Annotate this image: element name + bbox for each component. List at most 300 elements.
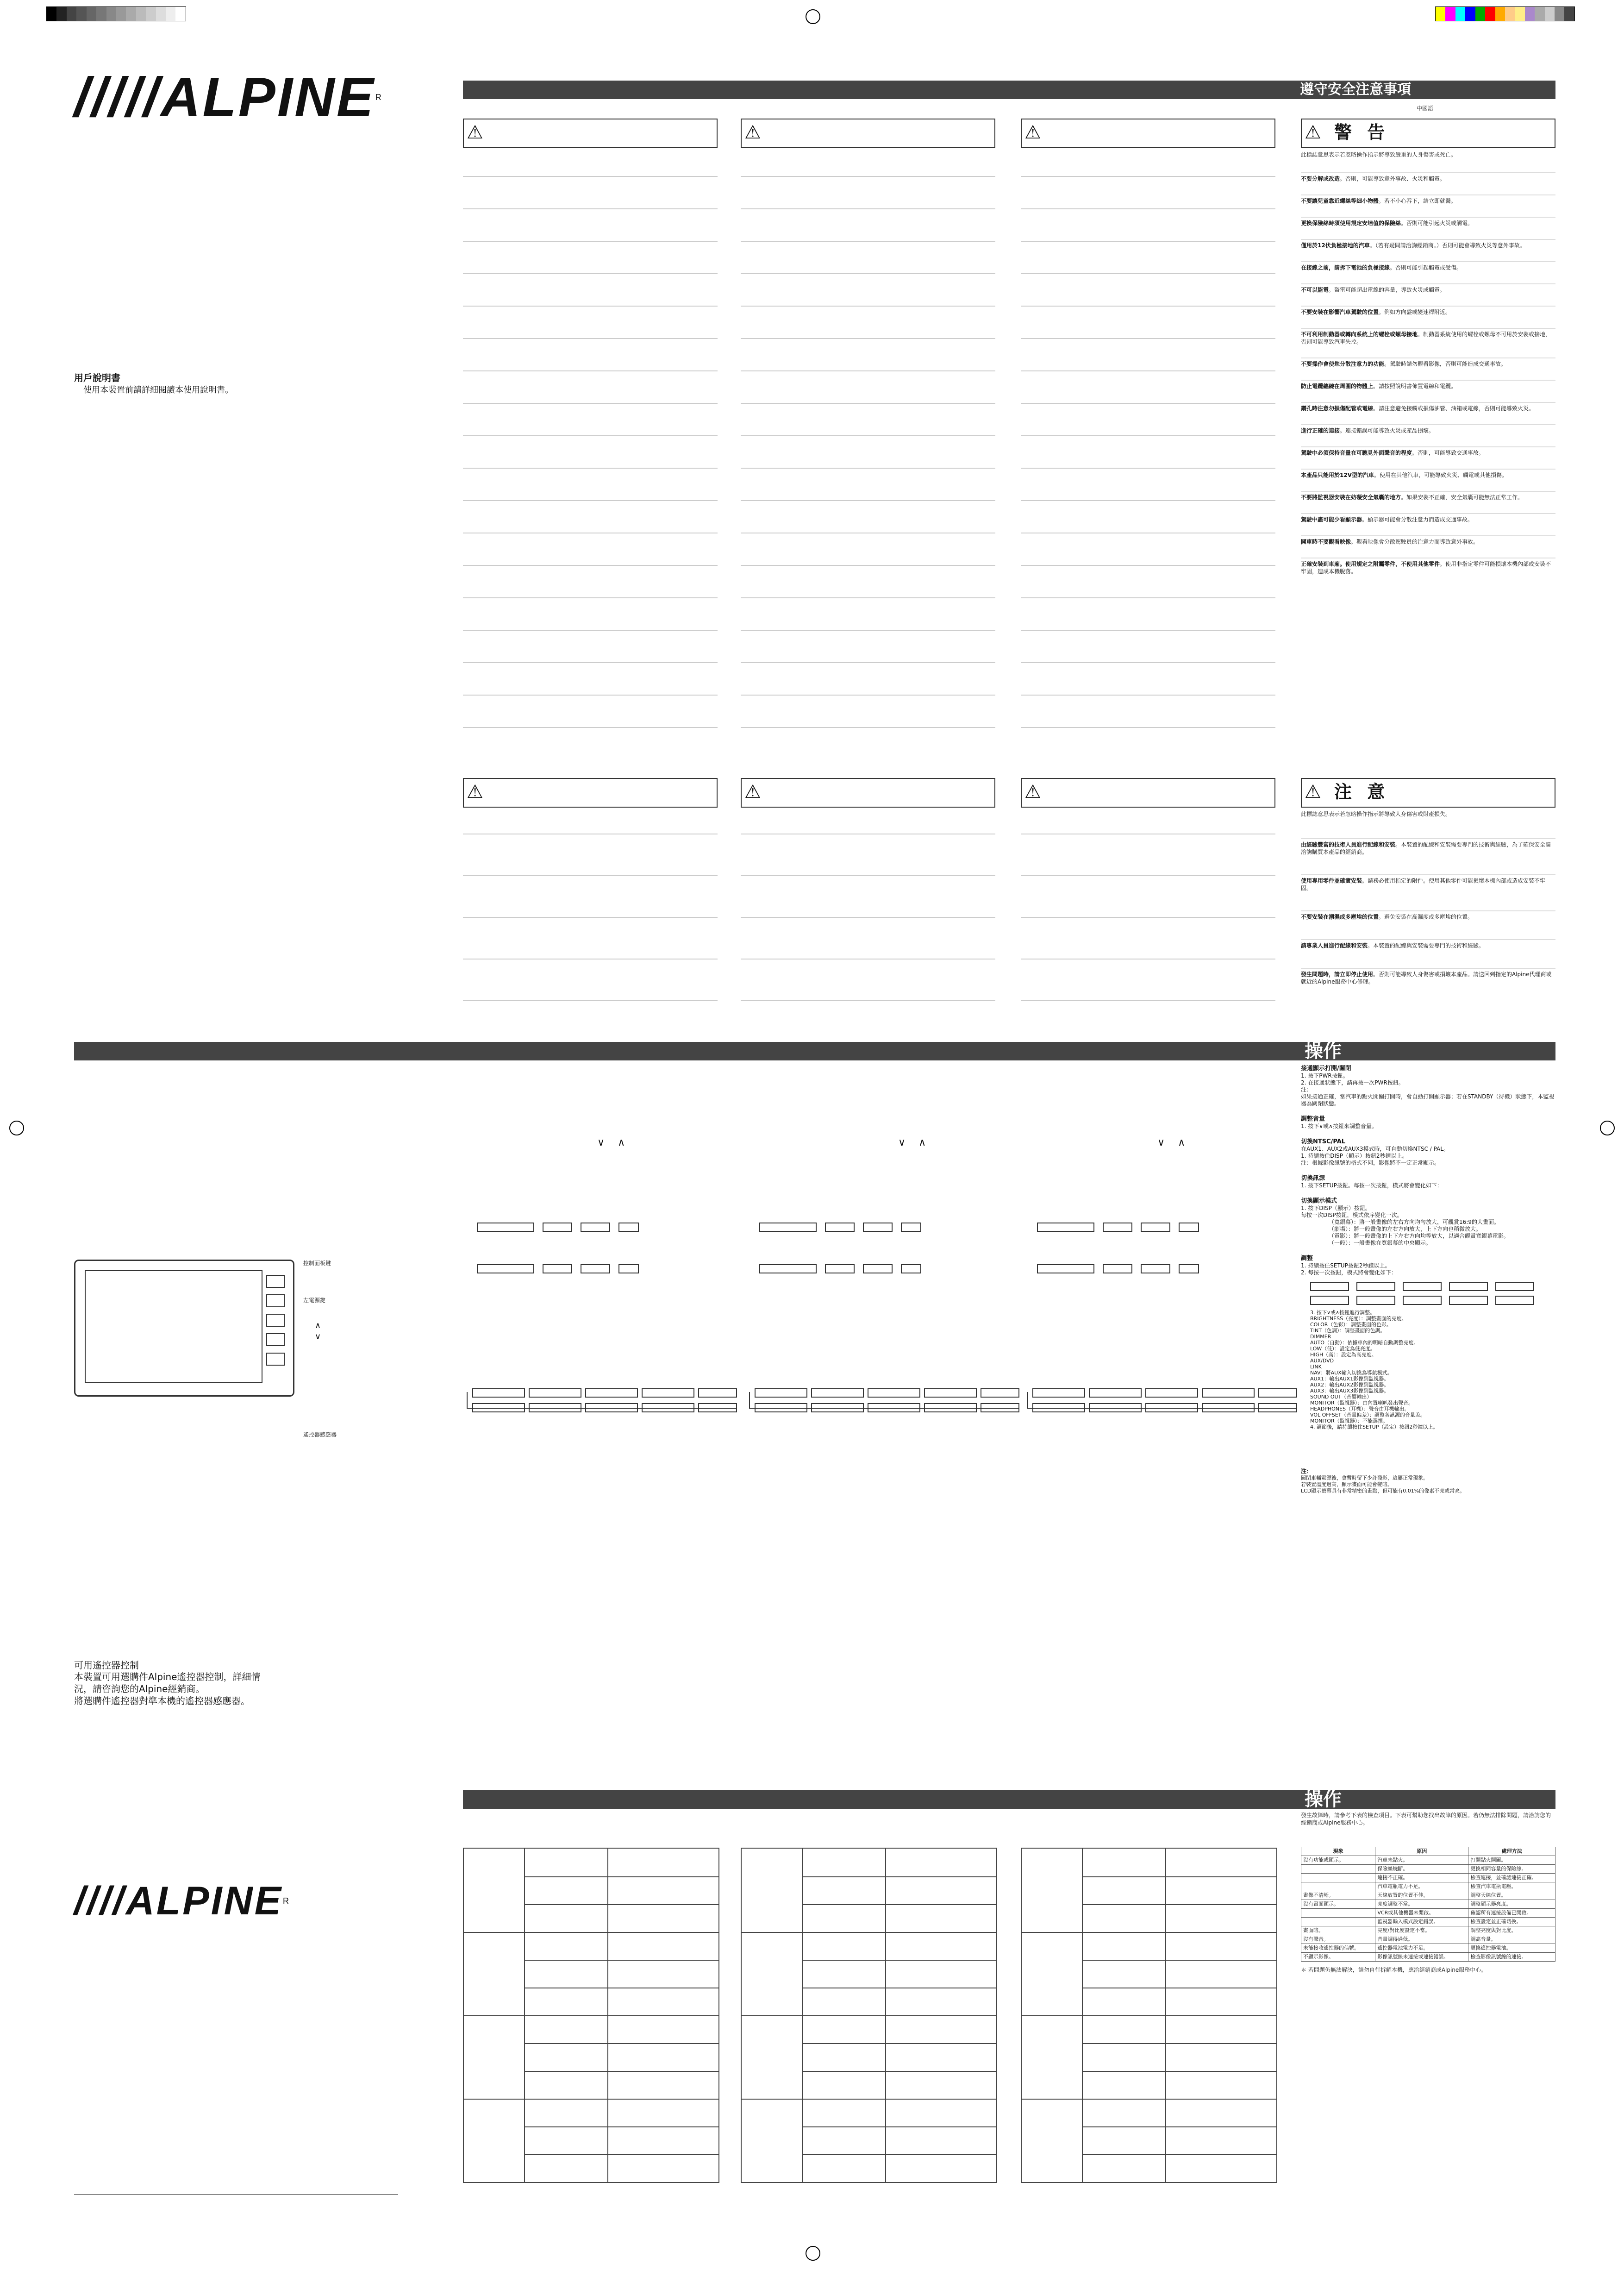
table-grid — [463, 1848, 719, 2183]
warning-box-col1 — [463, 119, 718, 148]
warning-item — [1301, 535, 1555, 546]
table-row — [1301, 1882, 1555, 1891]
table-cell: 天線放置的位置不佳。 — [1375, 1891, 1468, 1900]
notes-title: 注： — [1301, 1468, 1312, 1474]
rule — [1021, 241, 1275, 242]
warning-item-bold: 不要將監視器安裝在妨礙安全氣囊的地方 — [1301, 494, 1401, 501]
alpine-logo — [74, 66, 383, 128]
warning-item — [1301, 357, 1555, 368]
table-cell — [1301, 1865, 1375, 1874]
warning-item-text: 。（若有疑問請洽詢經銷商。）否則可能會導致火災等意外事故。 — [1369, 242, 1525, 249]
table-header-cell: 原因 — [1375, 1847, 1468, 1856]
table-grid-row — [464, 2015, 718, 2016]
caution-item-bold: 發生問題時，請立即停止使用 — [1301, 971, 1374, 978]
warning-item — [1301, 239, 1555, 249]
warning-item-bold: 不要安裝在影響汽車駕駛的位置 — [1301, 309, 1379, 315]
up-button[interactable] — [266, 1314, 285, 1327]
rule — [463, 727, 718, 728]
flow-box — [759, 1223, 817, 1232]
troubleshoot-table — [1301, 1847, 1555, 1962]
notes-block — [1301, 1467, 1555, 1494]
flow-box — [759, 1264, 817, 1273]
flow-box — [1449, 1282, 1488, 1291]
flow-box — [1495, 1296, 1534, 1305]
warning-item-bold: 駕駛中必須保持音量在可聽見外面聲音的程度 — [1301, 450, 1412, 456]
display-button[interactable] — [266, 1353, 285, 1366]
warning-item-bold: 僅用於12伏負極接地的汽車 — [1301, 242, 1370, 249]
rule — [1021, 917, 1275, 918]
operation-item-line: 注： — [1301, 1086, 1312, 1093]
color-swatch — [1555, 7, 1564, 21]
table-grid-row — [1082, 2043, 1276, 2044]
flow-box — [543, 1223, 572, 1232]
warning-item-bold: 不要操作會使您分散注意力的功能 — [1301, 361, 1385, 367]
caution-triangle-icon: ⚠ — [1024, 781, 1041, 803]
caution-triangle-icon: ⚠ — [744, 781, 761, 803]
logo-text: ALPINE — [160, 66, 375, 128]
display-mode-line: （電影）：將一般畫像的上下左右方向均等放大，以適合觀賞寬銀幕電影。 — [1329, 1233, 1510, 1239]
rule — [463, 565, 718, 566]
rule — [741, 403, 995, 404]
monitor-illustration — [74, 1260, 294, 1397]
warning-item — [1301, 172, 1555, 182]
warning-item-bold: 駕駛中盡可能少看顯示器 — [1301, 516, 1362, 523]
rule — [463, 1000, 718, 1001]
operation-item-title: 切換顯示模式 — [1301, 1198, 1337, 1204]
table-grid-row — [524, 2126, 718, 2127]
color-swatch — [126, 7, 136, 21]
color-swatch — [156, 7, 166, 21]
table-grid-row — [464, 1932, 718, 1933]
caution-item — [1301, 874, 1555, 892]
caution-item-text: 。請務必使用指定的附件。使用其他零件可能損壞本機內部或造成安裝不牢固。 — [1301, 878, 1546, 891]
warning-item — [1301, 446, 1555, 457]
color-swatch — [1475, 7, 1485, 21]
table-grid-row — [524, 2154, 718, 2155]
flow-box — [581, 1264, 610, 1273]
table-cell — [1301, 1882, 1375, 1891]
warning-item-bold: 不可利用制動器或轉向系統上的螺栓或螺母接地 — [1301, 331, 1418, 338]
bottom-rule — [74, 2194, 398, 2195]
warning-item-text: 。制動器系統使用的螺栓或螺母不可用於安裝或接地，否則可能導致汽車失控。 — [1301, 331, 1551, 345]
rule — [741, 695, 995, 696]
table-cell: 檢查影像訊號線的連接。 — [1468, 1953, 1555, 1962]
warning-item-text: 。否則可能引起觸電或受傷。 — [1390, 264, 1462, 271]
manual-title: 用戶說明書 — [74, 372, 120, 383]
table-row — [1301, 1935, 1555, 1944]
flow-box — [1495, 1282, 1534, 1291]
table-grid-row — [802, 1960, 996, 1961]
adjust-line: HIGH（高）：設定為高亮度。 — [1310, 1352, 1377, 1358]
warning-item — [1301, 380, 1555, 390]
flow-box — [1141, 1223, 1170, 1232]
table-header-cell: 處理方法 — [1468, 1847, 1555, 1856]
registration-mark-left — [9, 1121, 24, 1135]
warning-item — [1301, 328, 1555, 345]
table-cell: VCR或其他機器未開啟。 — [1375, 1909, 1468, 1918]
flow-box — [1141, 1264, 1170, 1273]
flow-box — [1037, 1223, 1094, 1232]
rule — [741, 875, 995, 876]
flow-box — [477, 1223, 534, 1232]
caution-item-bold: 請專業人員進行配線和安裝 — [1301, 942, 1368, 949]
rule — [1021, 597, 1275, 598]
rule — [1021, 435, 1275, 436]
table-cell: 檢查連接，並確認連接正確。 — [1468, 1874, 1555, 1882]
warning-item — [1301, 261, 1555, 271]
adjust-line: 4. 調節後，請持續按住SETUP（設定）按鈕2秒鐘以上。 — [1310, 1424, 1438, 1430]
warning-box — [1301, 119, 1555, 148]
adjust-line: SOUND OUT（音響輸出） — [1310, 1394, 1372, 1400]
table-grid-row — [802, 2126, 996, 2127]
caution-box — [1301, 778, 1555, 808]
operation-item-line: 注：根據影像訊號的格式不同，影像將不一定正常顯示。 — [1301, 1160, 1440, 1166]
color-swatch — [116, 7, 126, 21]
troubleshoot-header-text: 操作 — [1305, 1789, 1342, 1810]
display-mode-line: （劇場）：將一般畫像的左右方向放大，上下方向也稍微放大。 — [1329, 1226, 1482, 1232]
table-cell: 沒有畫面顯示。 — [1301, 1900, 1375, 1909]
table-row — [1301, 1909, 1555, 1918]
operation-header-text: 操作 — [1305, 1041, 1342, 1062]
operation-item-line: 1. 按下PWR按鈕。 — [1301, 1072, 1349, 1079]
adjust-line: LINK — [1310, 1364, 1322, 1370]
caution-title: 注 意 — [1334, 782, 1390, 802]
troubleshoot-footnote: ＊ 若問題仍無法解決，請勿自行拆解本機，應洽經銷商或Alpine服務中心。 — [1301, 1967, 1487, 1973]
flow-loop — [749, 1392, 1018, 1409]
adjust-line: HEADPHONES（耳機）：聲音由耳機輸出。 — [1310, 1406, 1410, 1412]
table-cell: 遙控器電池電力不足。 — [1375, 1944, 1468, 1953]
table-cell: 連接不正確。 — [1375, 1874, 1468, 1882]
caution-intro: 此標誌意思表示若忽略操作指示將導致人身傷害或財產損失。 — [1301, 811, 1451, 817]
caution-item-text: 。否則可能導致人身傷害或損壞本產品。請送回到指定的Alpine代理商或就近的Alpine服務中心修理。 — [1301, 971, 1552, 985]
color-swatch — [1495, 7, 1505, 21]
table-cell: 汽車電瓶電力不足。 — [1375, 1882, 1468, 1891]
warning-item-bold: 鑽孔時注意勿損傷配管或電線 — [1301, 405, 1374, 412]
power-button[interactable] — [266, 1275, 285, 1288]
rule — [1021, 695, 1275, 696]
adjust-line: LOW（低）：設定為低亮度。 — [1310, 1346, 1375, 1352]
rule — [463, 917, 718, 918]
table-cell — [1301, 1918, 1375, 1926]
table-grid-row — [1082, 1960, 1276, 1961]
flow-box — [1356, 1296, 1395, 1305]
monitor-button-column — [266, 1275, 285, 1381]
rule — [463, 875, 718, 876]
warning-item-bold: 更換保險絲時須使用規定安培值的保險絲 — [1301, 220, 1401, 226]
warning-item — [1301, 194, 1555, 205]
rule — [463, 370, 718, 371]
warning-title: 警 告 — [1334, 122, 1390, 143]
flow-box — [863, 1223, 893, 1232]
flow-box — [1103, 1264, 1132, 1273]
table-row — [1301, 1865, 1555, 1874]
warning-item-text: 。請按照說明書佈置電線和電纜。 — [1373, 383, 1457, 389]
operation-item — [1301, 1198, 1555, 1247]
table-grid-row — [742, 1932, 996, 1933]
rule — [1021, 875, 1275, 876]
color-swatch — [166, 7, 175, 21]
note-line: LCD顯示螢幕具有非常精密的畫點，但可能有0.01%的像素不亮或常亮。 — [1301, 1488, 1465, 1494]
caution-box-col2 — [741, 778, 995, 808]
rule — [1021, 468, 1275, 469]
rule — [463, 338, 718, 339]
rule — [463, 176, 718, 177]
rule — [741, 370, 995, 371]
warning-item-bold: 不要分解或改造 — [1301, 176, 1340, 182]
operation-item-title: 調整音量 — [1301, 1116, 1325, 1122]
down-button[interactable] — [266, 1333, 285, 1346]
table-grid-row — [802, 1876, 996, 1877]
rule — [463, 695, 718, 696]
adjust-line: AUX/DVD — [1310, 1358, 1334, 1364]
flow-box — [825, 1264, 855, 1273]
rule — [463, 273, 718, 274]
registration-mark-right — [1600, 1121, 1615, 1135]
table-cell: 亮度/對比度設定不當。 — [1375, 1926, 1468, 1935]
color-swatch — [1505, 7, 1515, 21]
table-grid — [1021, 1848, 1277, 2183]
rule — [741, 917, 995, 918]
warning-item-bold: 進行正確的連接 — [1301, 427, 1340, 434]
warning-item-text: 。觀看映像會分散駕駛員的注意力而導致意外事故。 — [1351, 539, 1479, 545]
warning-item-text: 。駕駛時請勿觀看影像，否則可能造成交通事故。 — [1384, 361, 1507, 367]
table-grid-row — [524, 1960, 718, 1961]
caution-item-bold: 不要安裝在潮濕或多塵埃的位置 — [1301, 914, 1379, 920]
volume-symbols-3: ∨ ∧ — [1157, 1137, 1186, 1148]
rule — [741, 273, 995, 274]
rule — [1021, 208, 1275, 209]
table-cell: 更換遙控器電池。 — [1468, 1944, 1555, 1953]
flow-box — [825, 1223, 855, 1232]
table-row — [1301, 1900, 1555, 1909]
adjust-line: AUX1：輸出AUX1影像到監視器。 — [1310, 1376, 1389, 1382]
table-cell: 保險絲燒斷。 — [1375, 1865, 1468, 1874]
warning-item-bold: 本產品只能用於12V型的汽車 — [1301, 472, 1374, 478]
table-header-cell: 現象 — [1301, 1847, 1375, 1856]
color-swatch — [136, 7, 146, 21]
warning-item-bold: 不要讓兒童靠近螺絲等細小物體 — [1301, 198, 1379, 204]
operation-item — [1301, 1175, 1555, 1189]
table-row — [1301, 1874, 1555, 1882]
rule — [463, 630, 718, 631]
rule — [741, 662, 995, 663]
warning-item — [1301, 283, 1555, 294]
alpine-logo-bottom — [74, 1880, 291, 1922]
table-cell: 監視器輸入模式設定錯誤。 — [1375, 1918, 1468, 1926]
remote-line-2: 將選購件遙控器對準本機的遙控器感應器。 — [74, 1695, 250, 1706]
rule — [741, 597, 995, 598]
troubleshoot-header-bar — [463, 1790, 1555, 1809]
table-cell: 亮度調整不當。 — [1375, 1900, 1468, 1909]
flow-box — [1103, 1223, 1132, 1232]
warning-item-text: 。使用非指定零件可能損壞本機內部或安裝不牢固，造成本機脫落。 — [1301, 561, 1551, 575]
color-swatch — [175, 7, 185, 21]
table-cell: 未能接收遙控器的信號。 — [1301, 1944, 1375, 1953]
rule — [1021, 338, 1275, 339]
warning-item-bold: 防止電纜纏繞在周圍的物體上 — [1301, 383, 1374, 389]
warning-item-text: 。否則，可能導致交通事故。 — [1412, 450, 1485, 456]
table-grid-row — [802, 1904, 996, 1905]
flow-box — [863, 1264, 893, 1273]
warning-item — [1301, 217, 1555, 227]
color-swatch — [1545, 7, 1555, 21]
flow-box — [1037, 1264, 1094, 1273]
table-grid-row — [1082, 2154, 1276, 2155]
caution-triangle-icon: ⚠ — [467, 781, 483, 803]
rule — [1021, 727, 1275, 728]
registration-mark-bottom — [806, 2246, 820, 2261]
color-swatch — [1515, 7, 1524, 21]
color-swatch — [67, 7, 76, 21]
table-grid-row — [802, 2071, 996, 2072]
color-swatch — [1436, 7, 1445, 21]
warning-item-bold: 開車時不要觀看映像 — [1301, 539, 1351, 545]
flow-box — [618, 1223, 639, 1232]
adjust-line: DIMMER — [1310, 1334, 1331, 1340]
warning-item-text: 。顯示器可能會分散注意力而造成交通事故。 — [1362, 516, 1474, 523]
color-swatch — [1525, 7, 1535, 21]
troubleshoot-intro: 發生故障時，請參考下表的檢查項目。下表可幫助您找出故障的原因。若仍無法排除問題，請洽詢您的經銷商或Alpine服務中心。 — [1301, 1812, 1551, 1826]
adjust-line: COLOR（色彩）：調整畫面的色彩。 — [1310, 1322, 1392, 1328]
color-swatch — [1455, 7, 1465, 21]
table-grid-row — [1082, 2126, 1276, 2127]
caution-item-list — [1301, 820, 1555, 985]
rule — [741, 468, 995, 469]
note-line: 關閉車輛電源後，會暫時留下少許殘影，這屬正常現象。 — [1301, 1475, 1428, 1481]
chevron-up-icon: ∧ — [315, 1321, 321, 1330]
rule — [463, 208, 718, 209]
rule — [741, 176, 995, 177]
language-tag: 中國語 — [1417, 105, 1434, 112]
color-swatch — [1485, 7, 1495, 21]
caution-item — [1301, 939, 1555, 949]
flow-loop — [467, 1392, 736, 1409]
warning-triangle-icon: ⚠ — [467, 122, 483, 143]
caution-item-text: 。本裝置的配線與安裝需要專門的技術和經驗。 — [1368, 942, 1485, 949]
operation-item-title: 切換訊源 — [1301, 1175, 1325, 1182]
warning-item-list — [1301, 160, 1555, 575]
adjust-line: MONITOR（監視器）：由內置喇叭發出聲音。 — [1310, 1400, 1414, 1406]
table-row — [1301, 1926, 1555, 1935]
adjust-line: AUX2：輸出AUX2影像到監視器。 — [1310, 1382, 1389, 1388]
caution-item — [1301, 838, 1555, 856]
adjust-line: 3. 按下∨或∧按鈕進行調整。 — [1310, 1310, 1375, 1316]
warning-box-col2 — [741, 119, 995, 148]
volume-symbols-1: ∨ ∧ — [597, 1137, 625, 1148]
warning-item-text: 。連接錯誤可能導致火災或產品損壞。 — [1340, 427, 1435, 434]
rule — [741, 338, 995, 339]
color-swatch — [76, 7, 86, 21]
color-swatch — [1465, 7, 1475, 21]
table-grid-row — [802, 2043, 996, 2044]
flow-box — [1310, 1282, 1349, 1291]
warning-item-bold: 不可以盜電 — [1301, 287, 1329, 293]
table-grid-row — [802, 2154, 996, 2155]
safety-header-bar — [463, 81, 1555, 99]
rule — [741, 208, 995, 209]
color-swatch — [87, 7, 96, 21]
table-grid-row — [1082, 2071, 1276, 2072]
display-mode-line: （一般）：一般畫像在寬銀幕的中央顯示。 — [1329, 1240, 1432, 1246]
warning-item — [1301, 306, 1555, 316]
table-cell: 不顯示影像。 — [1301, 1953, 1375, 1962]
warning-triangle-icon: ⚠ — [744, 122, 761, 143]
caution-item-text: 。本裝置的配線和安裝需要專門的技術與經驗，為了確保安全請洽詢購買本產品的經銷商。 — [1301, 841, 1551, 855]
table-grid-row — [1022, 2099, 1276, 2100]
flow-box — [581, 1223, 610, 1232]
warning-triangle-icon: ⚠ — [1305, 122, 1321, 143]
note-line: 若裝置溫度過高，顯示畫面可能會變暗。 — [1301, 1481, 1393, 1487]
rule — [1021, 370, 1275, 371]
table-grid-row — [1082, 1876, 1276, 1877]
adjust-line: MONITOR（監視器）：不能選擇。 — [1310, 1418, 1388, 1424]
operation-item-title: 調整 — [1301, 1255, 1313, 1262]
color-swatch — [96, 7, 106, 21]
rule — [741, 727, 995, 728]
adjust-line: BRIGHTNESS（亮度）：調整畫面的亮度。 — [1310, 1316, 1407, 1322]
rule — [463, 662, 718, 663]
warning-item-text: 。盜電可能超出電線的容量，導致火災或觸電。 — [1329, 287, 1446, 293]
caution-box-col1 — [463, 778, 718, 808]
display-mode-line: （寬銀幕）：將一般畫像的左右方向均勻放大，可觀賞16:9的大畫面。 — [1329, 1219, 1499, 1225]
table-cell: 沒有功能或顯示。 — [1301, 1856, 1375, 1865]
table-grid-row — [524, 2043, 718, 2044]
rule — [741, 241, 995, 242]
chevron-down-icon: ∨ — [315, 1332, 321, 1342]
logo-stripes: ///// — [74, 66, 161, 128]
flow-box — [618, 1264, 639, 1273]
adjust-line: AUX3：輸出AUX3影像到監視器。 — [1310, 1388, 1389, 1394]
color-swatch — [1445, 7, 1455, 21]
rule — [1021, 1000, 1275, 1001]
operation-item-line: 2. 每按一次按鈕，模式將會變化如下： — [1301, 1269, 1397, 1276]
operation-item-line: 2. 在接通狀態下，請再按一次PWR按鈕。 — [1301, 1079, 1404, 1086]
flow-box — [1403, 1282, 1442, 1291]
rule — [1021, 176, 1275, 177]
warning-item — [1301, 469, 1555, 479]
caution-box-col3 — [1021, 778, 1275, 808]
warning-item-bold: 正確安裝到車廂。使用規定之附屬零件，不使用其他零件 — [1301, 561, 1440, 567]
table-cell: 確認所有連接設備已開啟。 — [1468, 1909, 1555, 1918]
flow-box — [1356, 1282, 1395, 1291]
table-grid — [741, 1848, 997, 2183]
panel-label-mid: 左電源鍵 — [303, 1297, 326, 1304]
table-grid-row — [742, 2099, 996, 2100]
table-cell — [1301, 1874, 1375, 1882]
flow-box — [1403, 1296, 1442, 1305]
source-button[interactable] — [266, 1294, 285, 1307]
table-grid-row — [524, 1876, 718, 1877]
rule — [741, 630, 995, 631]
table-row — [1301, 1953, 1555, 1962]
rule — [741, 565, 995, 566]
warning-item — [1301, 491, 1555, 501]
rule — [1021, 630, 1275, 631]
color-swatch — [106, 7, 116, 21]
table-grid-row — [1022, 2015, 1276, 2016]
table-cell: 檢查汽車電瓶電壓。 — [1468, 1882, 1555, 1891]
rule — [1021, 306, 1275, 307]
operation-item — [1301, 1065, 1555, 1107]
flow-box — [543, 1264, 572, 1273]
operation-item-line: 如果接通正確，當汽車的點火開關打開時，會自動打開顯示器；若在STANDBY（待機）狀態下，本監視器為關閉狀態。 — [1301, 1093, 1555, 1107]
table-cell: 檢查設定並正確切換。 — [1468, 1918, 1555, 1926]
registered-mark: R — [375, 93, 383, 102]
table-cell: 畫像不清晰。 — [1301, 1891, 1375, 1900]
operation-item-line: 1. 按下SETUP按鈕。每按一次按鈕，模式將會變化如下： — [1301, 1182, 1443, 1189]
flow-box — [1179, 1223, 1199, 1232]
flow-box — [901, 1223, 921, 1232]
